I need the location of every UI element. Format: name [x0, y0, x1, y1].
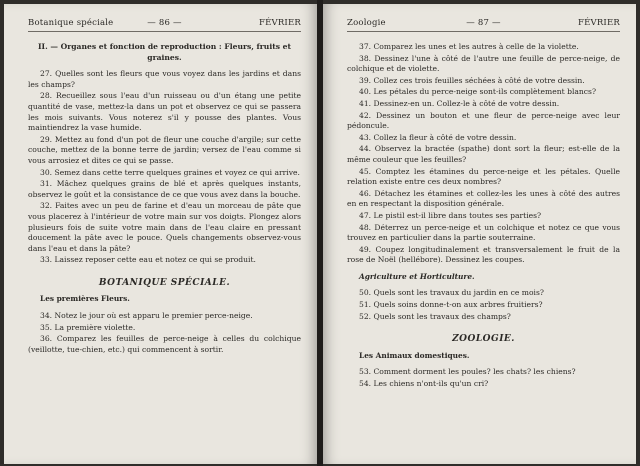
right-page: [323, 4, 636, 464]
question-item: 51. Quels soins donne-t-on aux arbres fruitiers?: [359, 300, 543, 310]
question-item: 31. Mâchez quelques grains de blé et après quelques instants, observez le goût et la consistance de ce que vous avez dans la bouche.: [28, 179, 301, 199]
question-item: 40. Les pétales du perce-neige sont-ils complètement blancs?: [359, 87, 597, 97]
section-heading: BOTANIQUE SPÉCIALE.: [98, 277, 231, 288]
question-item: 44. Observez la bractée (spathe) dont sort la fleur; est-elle de la même couleur que les feuilles?: [347, 144, 620, 164]
question-item: 33. Laissez reposer cette eau et notez ce qui se produit.: [40, 255, 256, 265]
running-head-month: FÉVRIER: [577, 18, 620, 28]
question-item: 50. Quels sont les travaux du jardin en ce mois?: [359, 288, 544, 298]
question-item: 35. La première violette.: [40, 322, 136, 332]
question-item: 28. Recueillez sous l'eau d'un ruisseau ou d'un étang une petite quantité de vase, mettez-la dans un pot et observez ce qui se passera les mois suivants. Vous noterez s'il y pousse des plantes. Vous maintiendrez la vase humide.: [28, 91, 301, 133]
header-rule: [347, 31, 620, 32]
question-item: 46. Détachez les étamines et collez-les les unes à côté des autres en en respectant la disposition générale.: [347, 188, 620, 209]
page-number: — 87 —: [466, 18, 501, 28]
sub-heading: Les Animaux domestiques.: [359, 350, 470, 360]
section-title: II. — Organes et fonction de reproduction : Fleurs, fruits et graines.: [38, 42, 291, 62]
right-page-body: [347, 42, 620, 391]
question-item: 39. Collez ces trois feuilles séchées à côté de votre dessin.: [359, 75, 585, 85]
running-head-left: Botanique spéciale: [28, 18, 114, 28]
running-head-month: FÉVRIER: [258, 18, 301, 28]
question-item: 53. Comment dorment les poules? les chats? les chiens?: [359, 367, 576, 377]
question-item: 52. Quels sont les travaux des champs?: [359, 311, 511, 321]
sub-heading: Agriculture et Horticulture.: [359, 271, 475, 281]
question-item: 54. Les chiens n'ont-ils qu'un cri?: [359, 379, 489, 389]
page-number: — 86 —: [147, 18, 182, 28]
right-page-header: [347, 18, 620, 30]
left-page: [4, 4, 317, 464]
question-item: 48. Déterrez un perce-neige et un colchique et notez ce que vous trouvez en particulier dans la partie souterraine.: [347, 222, 620, 243]
left-page-header: [28, 18, 301, 30]
question-item: 43. Collez la fleur à côté de votre dessin.: [359, 132, 517, 142]
question-item: 37. Comparez les unes et les autres à celle de la violette.: [359, 42, 579, 51]
left-page-body: [28, 42, 301, 356]
question-item: 47. Le pistil est-il libre dans toutes ses parties?: [359, 210, 542, 220]
section-heading: ZOOLOGIE.: [452, 334, 515, 345]
header-rule: [28, 31, 301, 32]
question-item: 45. Comptez les étamines du perce-neige et les pétales. Quelle relation existe entre ces deux nombres?: [347, 166, 620, 187]
question-item: 41. Dessinez-en un. Collez-le à côté de votre dessin.: [359, 98, 560, 108]
question-item: 32. Faites avec un peu de farine et d'eau un morceau de pâte que vous placerez à l'intérieur de votre main sur vos doigts. Plongez alors plusieurs fois de suite votre main dans de l'eau claire en pressant doucement la pâte avec le pouce. Quels changements observez-vous dans l'eau et dans la pâte?: [28, 201, 301, 253]
question-item: 29. Mettez au fond d'un pot de fleur une couche d'argile; sur cette couche, mettez de la bonne terre de jardin; versez de l'eau comme si vous arrosiez et dites ce qui se passe.: [28, 134, 301, 165]
question-item: 38. Dessinez l'une à côté de l'autre une feuille de perce-neige, de colchique et de violette.: [347, 53, 620, 74]
running-head-left: Zoologie: [347, 18, 386, 28]
question-item: 30. Semez dans cette terre quelques graines et voyez ce qui arrive.: [40, 167, 300, 177]
question-item: 34. Notez le jour où est apparu le premier perce-neige.: [40, 311, 253, 321]
question-item: 36. Comparez les feuilles de perce-neige à celles du colchique (veillotte, tue-chien, etc.) qui commencent à sortir.: [28, 334, 301, 354]
question-item: 27. Quelles sont les fleurs que vous voyez dans les jardins et dans les champs?: [28, 69, 301, 89]
question-item: 42. Dessinez un bouton et une fleur de perce-neige avec leur pédoncule.: [347, 110, 620, 131]
question-item: 49. Coupez longitudinalement et transversalement le fruit de la rose de Noël (hellébore). Dessinez les coupes.: [347, 244, 620, 265]
sub-heading: Les premières Fleurs.: [40, 294, 130, 304]
